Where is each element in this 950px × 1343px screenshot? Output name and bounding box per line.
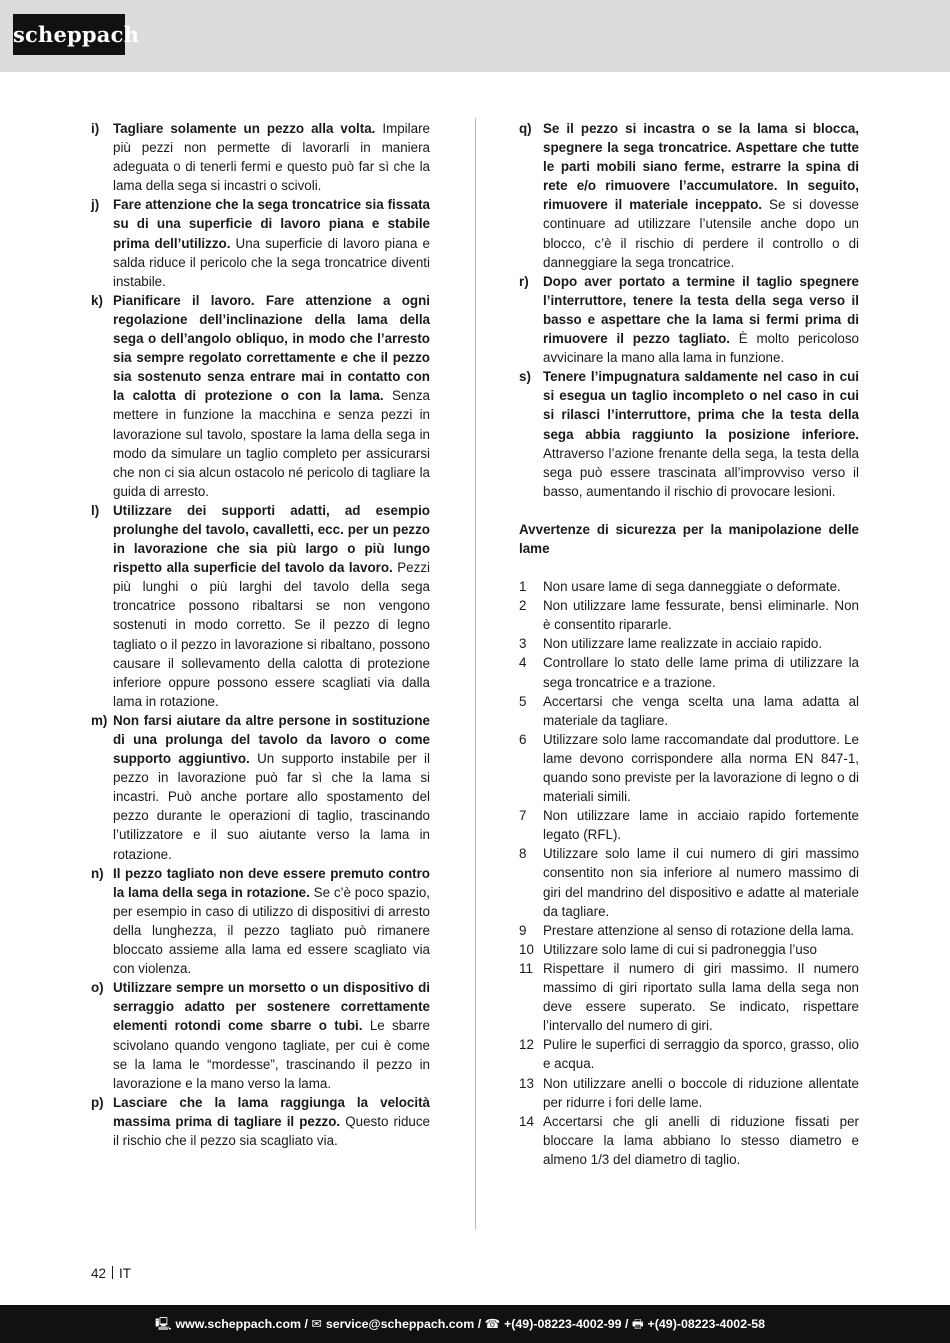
list-number: 1 <box>519 579 527 595</box>
list-number: 6 <box>519 731 527 747</box>
safety-item <box>519 272 859 367</box>
list-text: Utilizzare solo lame raccomandate dal produttore. Le lame devono corrispondere alla norma EN 847-1, quando sono previste per la lavorazione di legno o di materiali simili. <box>543 731 859 805</box>
footer-fax: +(49)-08223-4002-58 <box>647 1317 765 1331</box>
page-footer <box>0 1305 950 1343</box>
page-number: 42 <box>91 1266 107 1281</box>
list-text: Non utilizzare lame fessurate, bensì eliminarle. Non è consentito ripararle. <box>543 598 859 633</box>
list-text: Accertarsi che venga scelta una lama adatta al materiale da tagliare. <box>543 693 859 728</box>
item-plain-text: Se c’è poco spazio, per esempio in caso di utilizzo di dispositivi di arresto della lunghezza, il pezzo tagliato può rimanere bloccato assieme alla lama ed essere scagliato via con violenza. <box>113 884 431 977</box>
item-bold-text: Pianificare il lavoro. Fare attenzione a ogni regolazione dell’inclinazione della lama della sega o dell’angolo obliquo, in modo che l’arresto sia sempre regolato correttamente e che il pezzo sia sostenuto senza entrare mai in contatto con la calotta di protezione o con la lama. <box>113 292 430 404</box>
item-text <box>543 119 859 272</box>
safety-item <box>91 1093 430 1150</box>
item-plain-text: Le sbarre scivolano quando vengono tagliate, per cui è come se la lama le “mordesse”, trascinando il pezzo in lavorazione e la mano verso la lama. <box>113 1018 431 1091</box>
right-items <box>519 119 859 501</box>
list-number: 2 <box>519 598 527 614</box>
envelope-icon: ✉ <box>311 1317 322 1331</box>
item-bold-text: Il pezzo tagliato non deve essere premuto contro la lama della sega in rotazione. <box>113 865 430 900</box>
list-number: 7 <box>519 808 527 824</box>
item-bold-text: Non farsi aiutare da altre persone in sostituzione di una prolunga del tavolo da lavoro o come supporto aggiuntivo. <box>113 712 430 767</box>
blade-list-item <box>519 806 859 844</box>
list-number: 3 <box>519 636 527 652</box>
list-text: Pulire le superfici di serraggio da sporco, grasso, olio e acqua. <box>543 1037 859 1072</box>
item-label: o) <box>91 980 104 996</box>
item-plain-text: Questo riduce il rischio che il pezzo sia scagliato via. <box>113 1113 430 1148</box>
safety-item <box>91 119 430 195</box>
list-number: 14 <box>519 1113 534 1129</box>
item-label: p) <box>91 1094 104 1110</box>
item-bold-text: Tagliare solamente un pezzo alla volta. <box>113 121 376 136</box>
item-text <box>113 978 430 1093</box>
list-number: 10 <box>519 941 534 957</box>
item-bold-text: Se il pezzo si incastra o se la lama si blocca, spegnere la sega troncatrice. Aspettare che tutte le parti mobili siano ferme, estrarre la spina di rete e/o rimuovere l’accumulatore. In seguito, rimuovere il materiale inceppato. <box>543 121 859 213</box>
telephone-icon: ☎ <box>484 1317 501 1331</box>
item-bold-text: Lasciare che la lama raggiunga la velocità massima prima di tagliare il pezzo. <box>113 1094 430 1129</box>
list-text: Controllare lo stato delle lame prima di utilizzare la sega troncatrice e a trazione. <box>543 655 859 690</box>
item-text <box>543 272 859 367</box>
item-text <box>113 291 430 501</box>
list-text: Utilizzare solo lame di cui si padroneggia l’uso <box>543 941 817 957</box>
item-label: i) <box>91 121 100 136</box>
blade-list-item <box>519 1074 859 1112</box>
right-column <box>519 119 859 1169</box>
safety-item <box>91 195 430 290</box>
column-divider <box>475 118 476 1230</box>
list-number: 8 <box>519 846 527 862</box>
item-plain-text: Una superficie di lavoro piana e salda riduce il pericolo che la sega troncatrice diventi instabile. <box>113 235 430 289</box>
safety-item <box>91 864 430 979</box>
item-bold-text: Utilizzare dei supporti adatti, ad esempio prolunghe del tavolo, cavalletti, ecc. per un pezzo in lavorazione che sia più largo o più lungo rispetto alla superficie del tavolo da lavoro. <box>113 502 430 576</box>
list-text: Non utilizzare lame in acciaio rapido fortemente legato (RFL). <box>543 808 859 843</box>
page-number-area <box>91 1264 131 1283</box>
list-number: 4 <box>519 655 527 671</box>
blade-list-item <box>519 921 859 940</box>
blade-list-item <box>519 959 859 1035</box>
item-bold-text: Dopo aver portato a termine il taglio spegnere l’interruttore, tenere la testa della sega verso il basso e aspettare che la lama si fermi prima di rimuovere il pezzo tagliato. <box>543 273 859 347</box>
blade-list-item <box>519 692 859 730</box>
list-number: 13 <box>519 1075 534 1091</box>
blade-list-item <box>519 634 859 653</box>
left-column <box>91 119 430 1150</box>
blade-list-item <box>519 653 859 691</box>
list-text: Rispettare il numero di giri massimo. Il numero massimo di giri riportato sulla lama della sega non deve essere superato. Se indicato, rispettare l’intervallo del numero di giri. <box>543 960 859 1034</box>
footer-contacts <box>155 1305 765 1343</box>
item-bold-text: Tenere l’impugnatura saldamente nel caso in cui si esegua un taglio incompleto o nel caso in cui si rilasci l’interruttore, prima che la testa della sega abbia raggiunto la posizione inferiore. <box>543 369 859 442</box>
list-text: Utilizzare solo lame il cui numero di giri massimo consentito non sia inferiore al numero massimo di giri del mandrino del dispositivo e adatte al materiale da tagliare. <box>543 846 859 919</box>
item-text <box>113 864 430 979</box>
blade-list-item <box>519 1035 859 1073</box>
blade-list-item <box>519 730 859 806</box>
list-text: Prestare attenzione al senso di rotazione della lama. <box>543 922 855 938</box>
blade-list-item <box>519 577 859 596</box>
safety-item <box>91 501 430 711</box>
item-plain-text: Attraverso l’azione frenante della sega, la testa della sega può essere trascinata all’improvviso verso il basso, aumentando il rischio di provocare lesioni. <box>543 445 859 499</box>
fax-icon: 🖶 <box>631 1317 644 1331</box>
list-number: 12 <box>519 1037 534 1053</box>
safety-item <box>91 978 430 1093</box>
blade-list-item <box>519 1112 859 1169</box>
item-label: m) <box>91 712 108 728</box>
blade-heading: Avvertenze di sicurezza per la manipolazione delle lame <box>519 521 859 556</box>
list-text: Accertarsi che gli anelli di riduzione fissati per bloccare la lama abbiano lo stesso diametro e almeno 1/3 del diametro di taglio. <box>543 1113 859 1167</box>
item-plain-text: Pezzi più lunghi o più larghi del tavolo della sega troncatrice possono ribaltarsi se non vengono sostenuti in modo corretto. Se il pezzo di legno tagliato o il pezzo in lavorazione si ribaltano, possono causare il sollevamento della calotta di protezione inferiore oppure possono essere scagliati via dalla lama in rotazione. <box>113 560 430 709</box>
item-plain-text: Se si dovesse continuare ad utilizzare l’utensile anche dopo un blocco, c’è il rischio di perdere il controllo o di danneggiare la sega troncatrice. <box>543 197 859 270</box>
item-label: n) <box>91 865 104 881</box>
item-plain-text: Senza mettere in funzione la macchina e senza pezzi in lavorazione sul tavolo, spostare la lama della sega in modo da simulare un taglio completo per assicurarsi che non ci sia alcun ostacolo né pericolo di tagliare la guida di arresto. <box>113 388 430 499</box>
item-bold-text: Fare attenzione che la sega troncatrice sia fissata su di una superficie di lavoro piana e stabile prima dell’utilizzo. <box>113 197 430 251</box>
page-header <box>0 0 950 72</box>
item-label: r) <box>519 273 529 289</box>
footer-web[interactable]: www.scheppach.com / <box>175 1317 308 1331</box>
list-number: 5 <box>519 693 527 709</box>
item-bold-text: Utilizzare sempre un morsetto o un dispositivo di serraggio adatto per sostenere correttamente elementi rotondi come sbarre o tubi. <box>113 980 430 1034</box>
blade-list <box>519 577 859 1169</box>
item-plain-text: Impilare più pezzi non permette di lavorarli in maniera adeguata o di tenerli fermi e questo può far sì che la lama della sega si incastri o scivoli. <box>113 121 430 194</box>
item-label: j) <box>91 197 100 213</box>
item-label: l) <box>91 502 100 518</box>
item-plain-text: È molto pericoloso avvicinare la mano alla lama in funzione. <box>543 331 859 366</box>
language-code: IT <box>119 1266 132 1281</box>
safety-item <box>91 291 430 501</box>
computer-icon: 🖳 <box>155 1317 172 1331</box>
blade-list-item <box>519 596 859 634</box>
item-label: k) <box>91 292 103 308</box>
item-text <box>113 119 430 195</box>
safety-item <box>519 367 859 501</box>
item-text <box>113 1093 430 1150</box>
item-text <box>113 195 430 290</box>
item-text <box>113 711 430 864</box>
item-plain-text: Un supporto instabile per il pezzo in lavorazione può far sì che la lama si incastri. Può anche portare allo spostamento del pezzo durante le operazioni di taglio, trascinando l’utilizzatore e il suo aiutante verso la lama in rotazione. <box>113 751 430 862</box>
footer-phone: +(49)-08223-4002-99 / <box>504 1317 629 1331</box>
item-text <box>543 367 859 501</box>
list-text: Non utilizzare anelli o boccole di riduzione allentate per ridurre i fori delle lame. <box>543 1075 859 1110</box>
safety-item <box>519 119 859 272</box>
brand-logo: scheppach <box>13 14 125 55</box>
blade-list-item <box>519 844 859 920</box>
item-text <box>113 501 430 711</box>
item-label: q) <box>519 121 532 136</box>
list-text: Non utilizzare lame realizzate in acciaio rapido. <box>543 636 823 652</box>
list-number: 11 <box>519 960 533 976</box>
blade-list-item <box>519 940 859 959</box>
safety-item <box>91 711 430 864</box>
list-number: 9 <box>519 922 527 938</box>
page-number-separator <box>112 1266 113 1279</box>
list-text: Non usare lame di sega danneggiate o deformate. <box>543 579 841 595</box>
footer-email[interactable]: service@scheppach.com / <box>325 1317 482 1331</box>
item-label: s) <box>519 369 531 385</box>
